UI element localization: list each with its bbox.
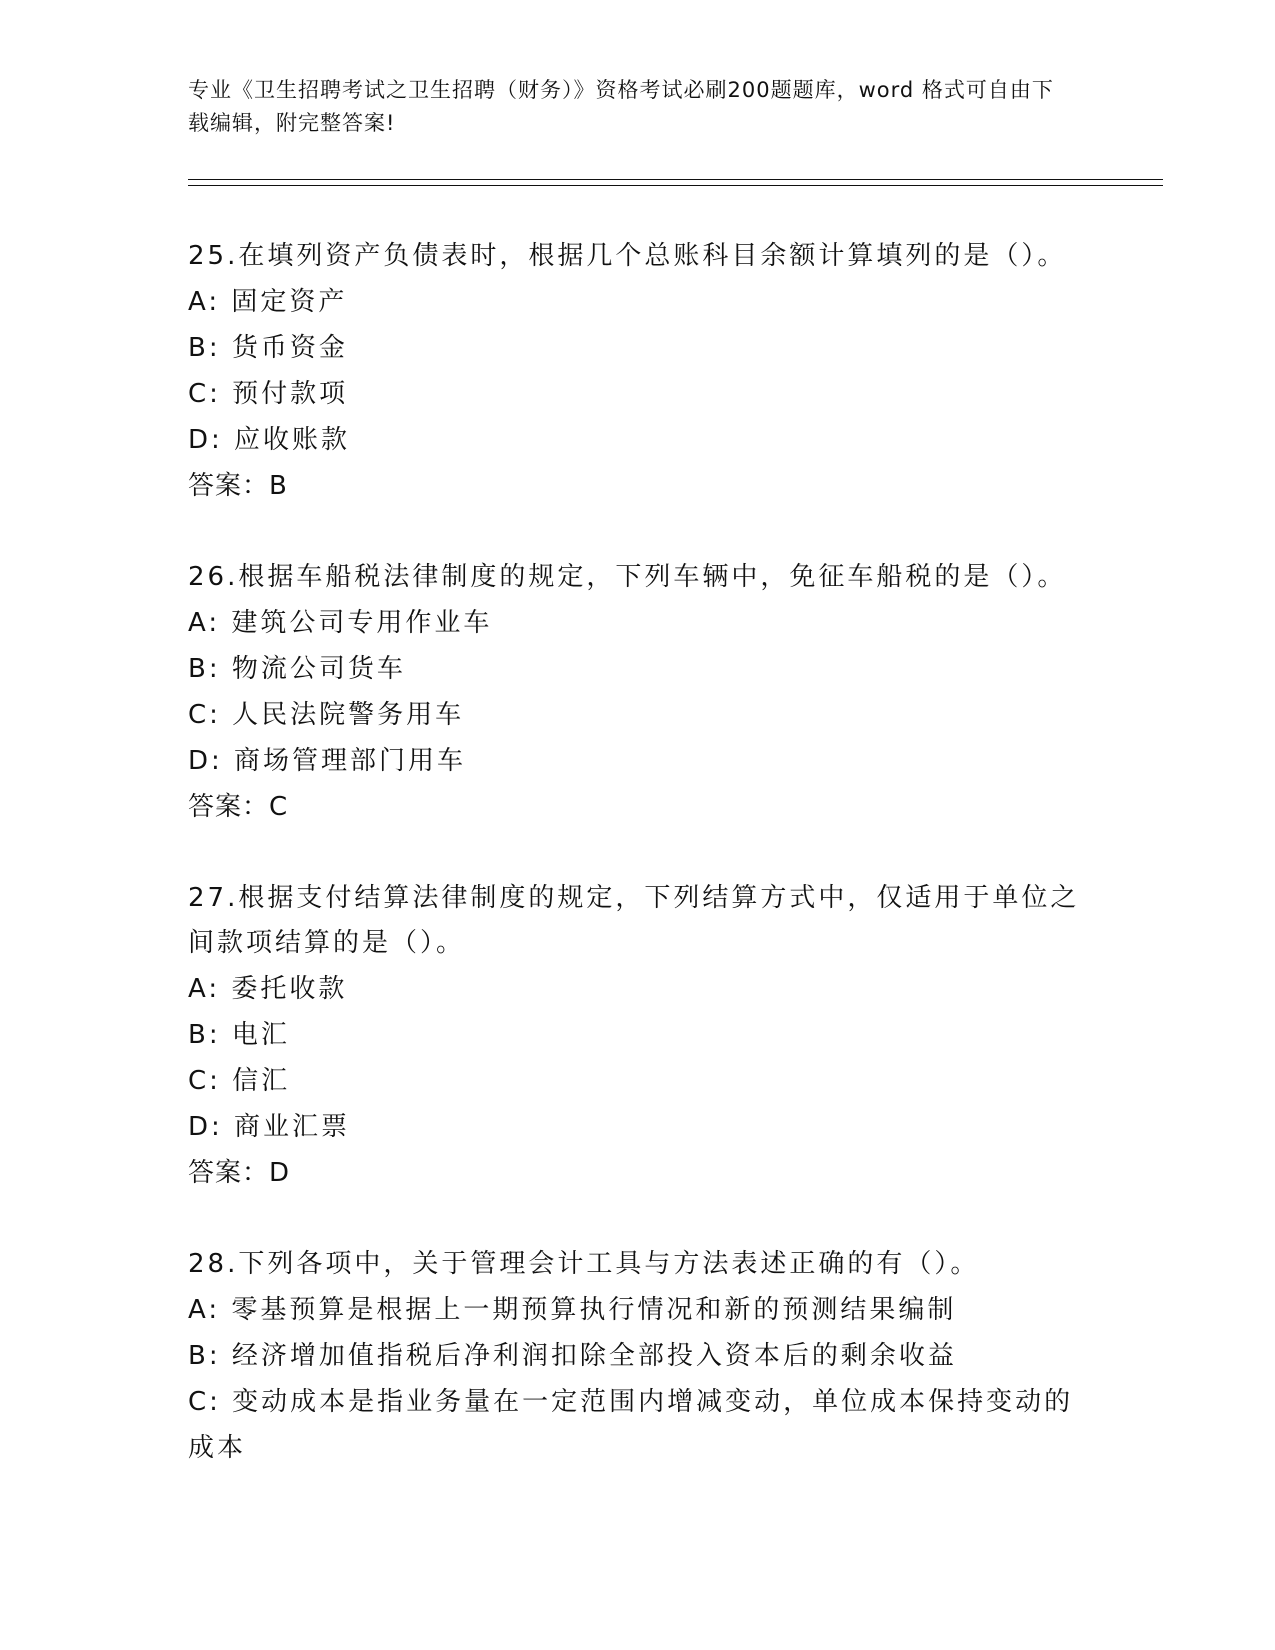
question-list (188, 234, 1088, 1517)
question-stem: 25.在填列资产负债表时，根据几个总账科目余额计算填列的是（）。 (188, 241, 1067, 271)
option-b: B: 经济增加值指税后净利润扣除全部投入资本后的剩余收益 (188, 1341, 957, 1371)
option-c: C: 变动成本是指业务量在一定范围内增减变动，单位成本保持变动的成本 (188, 1387, 1074, 1463)
question-stem: 27.根据支付结算法律制度的规定，下列结算方式中，仅适用于单位之间款项结算的是（）。 (188, 883, 1080, 958)
option-d: D: 商场管理部门用车 (188, 746, 467, 776)
answer-line: 答案：D (188, 1158, 291, 1188)
option-d: D: 商业汇票 (188, 1112, 351, 1142)
question-25 (188, 234, 1088, 509)
document-header (188, 74, 1068, 140)
option-c: C: 人民法院警务用车 (188, 700, 465, 730)
header-double-rule (188, 179, 1163, 186)
option-d: D: 应收账款 (188, 425, 351, 455)
question-27 (188, 876, 1088, 1196)
option-a: A: 委托收款 (188, 974, 348, 1004)
question-28 (188, 1242, 1088, 1471)
option-c: C: 预付款项 (188, 379, 349, 409)
header-intro-text: 专业《卫生招聘考试之卫生招聘（财务）》资格考试必刷200题题库，word 格式可自由下载编辑，附完整答案! (188, 78, 1054, 135)
option-c: C: 信汇 (188, 1066, 291, 1096)
option-b: B: 货币资金 (188, 333, 348, 363)
option-b: B: 物流公司货车 (188, 654, 406, 684)
question-26 (188, 555, 1088, 830)
option-a: A: 固定资产 (188, 287, 348, 317)
option-a: A: 建筑公司专用作业车 (188, 608, 493, 638)
answer-line: 答案：C (188, 792, 289, 822)
answer-line: 答案：B (188, 471, 288, 501)
question-stem: 26.根据车船税法律制度的规定，下列车辆中，免征车船税的是（）。 (188, 562, 1067, 592)
question-stem: 28.下列各项中，关于管理会计工具与方法表述正确的有（）。 (188, 1249, 980, 1279)
option-a: A: 零基预算是根据上一期预算执行情况和新的预测结果编制 (188, 1295, 957, 1325)
option-b: B: 电汇 (188, 1020, 290, 1050)
